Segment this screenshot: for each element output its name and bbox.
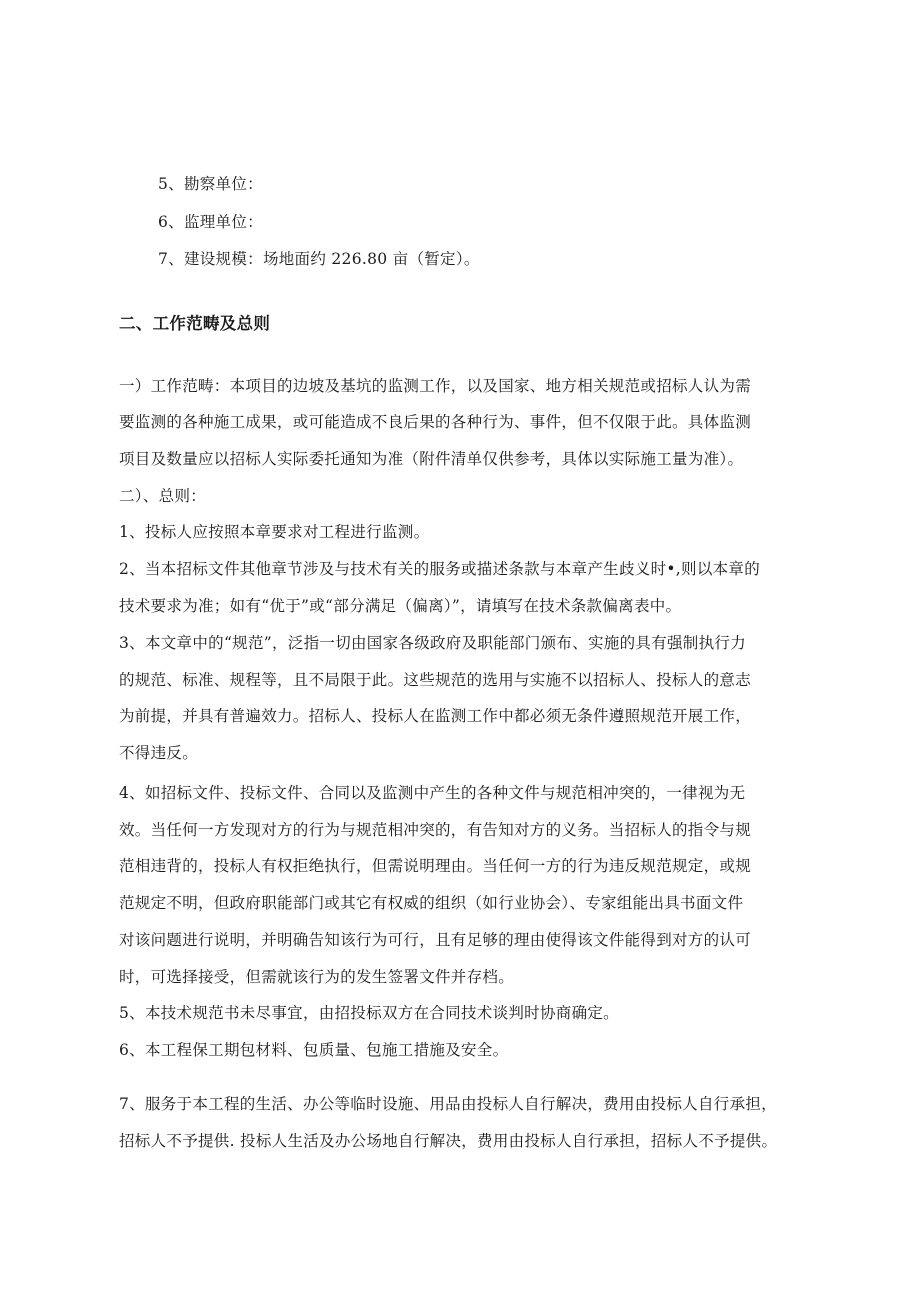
scope-paragraph-line: 一）工作范畴：本项目的边坡及基坑的监测工作，以及国家、地方相关规范或招标人认为需	[119, 377, 752, 395]
rule-2-line: 2、当本招标文件其他章节涉及与技术有关的服务或描述条款与本章产生歧义时•,则以本章的	[119, 560, 761, 578]
rule-6-line: 6、本工程保工期包材料、包质量、包施工措施及安全。	[119, 1041, 509, 1059]
scope-paragraph-line: 要监测的各种施工成果，或可能造成不良后果的各种行为、事件，但不仅限于此。具体监测	[119, 413, 752, 431]
rule-4-line: 效。当任何一方发现对方的行为与规范相冲突的，有告知对方的义务。当招标人的指令与规	[119, 821, 752, 839]
rule-3-line: 为前提，并具有普遍效力。招标人、投标人在监测工作中都必须无条件遵照规范开展工作，	[119, 707, 752, 725]
project-item-supervision-unit: 6、监理单位：	[158, 213, 263, 231]
rule-3-line: 的规范、标准、规程等，且不局限于此。这些规范的选用与实施不以招标人、投标人的意志	[119, 671, 752, 689]
rule-7-line: 7、服务于本工程的生活、办公等临时设施、用品由投标人自行解决，费用由投标人自行承担，	[119, 1095, 777, 1113]
rule-4-line: 范相违背的，投标人有权拒绝执行，但需说明理由。当任何一方的行为违反规范规定，或规	[119, 857, 752, 875]
rule-4-line: 时，可选择接受，但需就该行为的发生签署文件并存档。	[119, 968, 515, 986]
section-heading: 二、工作范畴及总则	[119, 314, 271, 333]
rule-4-line: 范规定不明，但政府职能部门或其它有权威的组织（如行业协会）、专家组能出具书面文件	[119, 894, 744, 912]
project-item-survey-unit: 5、勘察单位：	[158, 175, 263, 193]
general-rules-heading: 二）、总则：	[119, 487, 207, 505]
rule-3-line: 不得违反。	[119, 744, 199, 762]
rule-4-line: 对该问题进行说明，并明确告知该行为可行，且有足够的理由使得该文件能得到对方的认可	[119, 931, 752, 949]
rule-4-line: 4、如招标文件、投标文件、合同以及监测中产生的各种文件与规范相冲突的，一律视为无	[119, 784, 746, 802]
rule-5-line: 5、本技术规范书未尽事宜，由招投标双方在合同技术谈判时协商确定。	[119, 1004, 619, 1022]
scope-paragraph-line: 项目及数量应以招标人实际委托通知为准（附件清单仅供参考，具体以实际施工量为准）。	[119, 450, 744, 468]
rule-1-line: 1、投标人应按照本章要求对工程进行监测。	[119, 523, 430, 541]
project-item-construction-scale: 7、建设规模：场地面约 226.80 亩（暂定）。	[158, 250, 480, 268]
rule-2-line: 技术要求为准；如有“优于”或“部分满足（偏离）”，请填写在技术条款偏离表中。	[119, 597, 682, 615]
rule-7-line: 招标人不予提供. 投标人生活及办公场地自行解决，费用由投标人自行承担，招标人不予提供。	[119, 1132, 778, 1150]
rule-3-line: 3、本文章中的“规范”，泛指一切由国家各级政府及职能部门颁布、实施的具有强制执行力	[119, 634, 747, 652]
